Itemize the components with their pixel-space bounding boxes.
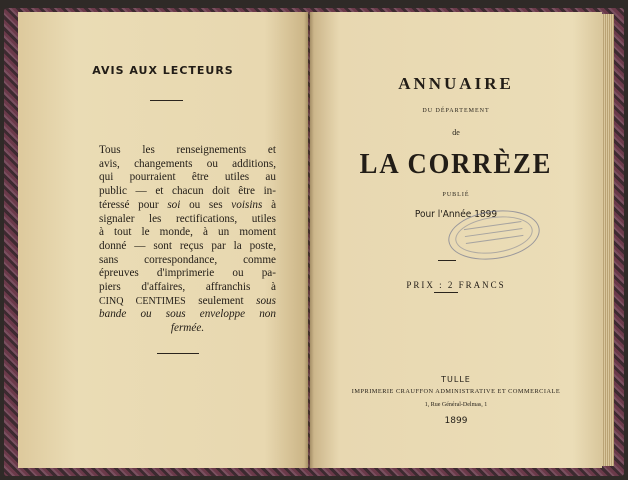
body-italic: voisins <box>231 198 263 211</box>
body-line: public — et chacun doit être in- <box>99 185 276 198</box>
body-line: fermée. <box>170 322 205 335</box>
body-text: téressé pour <box>99 198 159 211</box>
rule-below-price <box>434 292 458 293</box>
body-italic: sous <box>256 294 277 307</box>
body-line: à tout le monde, à un moment <box>99 226 276 239</box>
annuaire-title: ANNUAIRE <box>398 74 514 93</box>
city-text: TULLE <box>441 375 471 384</box>
body-line: signaler les rectifications, utiles <box>99 212 276 225</box>
left-page <box>18 12 308 468</box>
year-line: Pour l'Année 1899 <box>414 209 498 220</box>
bottom-rule <box>157 353 199 354</box>
body-line <box>99 295 276 309</box>
rule-above-price <box>438 260 456 261</box>
avis-body <box>99 144 276 336</box>
body-text: seulement <box>198 294 244 307</box>
body-line: bande ou sous enveloppe non <box>99 308 276 321</box>
body-line: sans correspondance, comme <box>99 253 276 266</box>
printer-text: IMPRIMERIE CRAUFFON ADMINISTRATIVE ET COMMERCIALE <box>351 388 561 395</box>
publie-text: PUBLIÉ <box>442 192 470 198</box>
stamp-lines <box>464 221 524 250</box>
title-rule <box>150 100 183 101</box>
body-text: ou ses <box>189 198 223 211</box>
price-text: PRIX : 2 FRANCS <box>406 280 506 290</box>
publication-year: 1899 <box>444 416 468 426</box>
body-line: piers d'affaires, affranchis à <box>99 281 276 294</box>
body-line: Tous les renseignements et <box>99 144 276 156</box>
body-small-caps: CINQ CENTIMES <box>99 295 186 307</box>
body-text: à <box>271 198 277 211</box>
address-text: 1, Rue Général-Delmas, 1 <box>424 402 488 408</box>
department-name: LA CORRÈZE <box>359 148 553 180</box>
department-subtitle: DU DÉPARTEMENT <box>422 108 490 114</box>
body-italic: soi <box>167 198 181 211</box>
body-line <box>99 199 276 213</box>
avis-title: AVIS AUX LECTEURS <box>92 64 234 77</box>
body-line: qui pourraient être utiles au <box>99 171 276 184</box>
de-text: de <box>452 128 460 137</box>
body-line: donné — sont reçus par la poste, <box>99 239 276 252</box>
body-line: avis, changements ou additions, <box>99 157 276 170</box>
page-edges <box>600 14 614 466</box>
book-gutter <box>304 12 314 468</box>
body-line: épreuves d'imprimerie ou pa- <box>99 267 276 280</box>
